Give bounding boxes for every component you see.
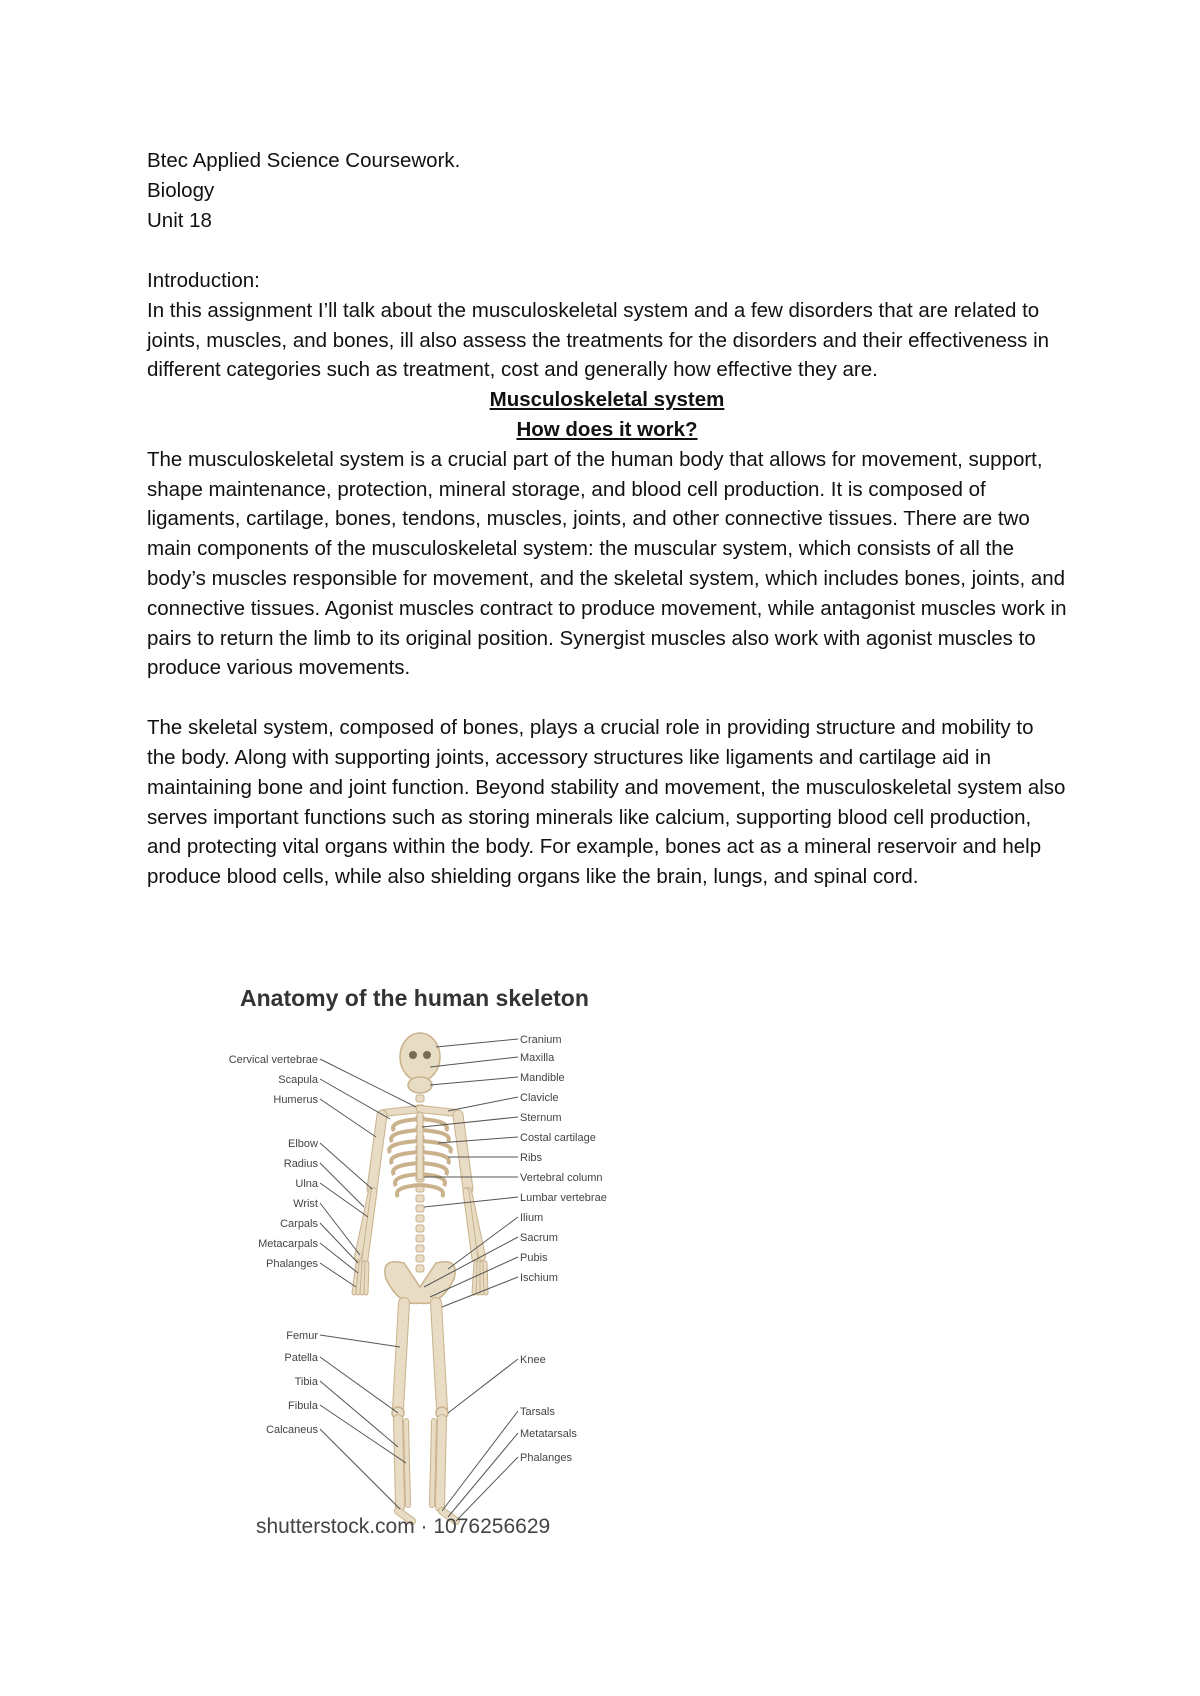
bone-label-left: Cervical vertebrae [228, 1054, 318, 1066]
document-header [147, 146, 1067, 235]
bone-label-right: Sternum [520, 1112, 562, 1124]
bone-label-right: Ilium [520, 1212, 544, 1224]
bone-label-right: Pubis [520, 1252, 548, 1264]
bone-label-left: Fibula [288, 1400, 318, 1412]
bone-label-left: Elbow [288, 1138, 318, 1150]
fibula-left [406, 1421, 408, 1505]
vertebra [416, 1265, 424, 1272]
bone-label-left: Patella [284, 1352, 318, 1364]
bone-label-left: Scapula [278, 1074, 318, 1086]
leader-line [320, 1099, 376, 1137]
bone-label-right: Lumbar vertebrae [520, 1192, 607, 1204]
eye-socket-right [423, 1051, 431, 1059]
bone-label-right: Costal cartilage [520, 1132, 596, 1144]
bone-label-right: Maxilla [520, 1052, 555, 1064]
figure-title: Anatomy of the human skeleton [240, 985, 589, 1011]
vertebra [416, 1195, 424, 1202]
leader-line [320, 1357, 398, 1413]
bone-label-right: Cranium [520, 1034, 562, 1046]
vertebra [416, 1255, 424, 1262]
bone-label-right: Mandible [520, 1072, 565, 1084]
humerus-right [458, 1115, 468, 1189]
femur-right [436, 1303, 442, 1409]
clavicle-right [420, 1109, 456, 1113]
leader-line [320, 1163, 364, 1207]
course-title: Btec Applied Science Coursework. [147, 149, 461, 172]
leader-line [320, 1381, 398, 1447]
skeleton-figure [200, 985, 670, 1545]
tibia-right [440, 1419, 442, 1507]
bone-label-right: Knee [520, 1354, 546, 1366]
leader-line [320, 1335, 400, 1347]
bone-label-right: Sacrum [520, 1232, 558, 1244]
bone-label-left: Humerus [273, 1094, 318, 1106]
leader-line [320, 1143, 372, 1189]
leader-line [430, 1057, 518, 1067]
bone-label-right: Metatarsals [520, 1428, 577, 1440]
vertebra [416, 1205, 424, 1212]
bone-label-left: Femur [286, 1330, 318, 1342]
bone-label-left: Metacarpals [258, 1238, 318, 1250]
vertebra [416, 1245, 424, 1252]
leader-line [320, 1429, 400, 1509]
vertebra [416, 1215, 424, 1222]
bone-label-left: Wrist [293, 1198, 318, 1210]
intro-paragraph: In this assignment I’ll talk about the musculoskeletal system and a few disorders that are related to joints, muscles, and bones, ill also assess the treatments for the disorders and their effectiveness in different categories such as treatment, cost and generally how effective they are. [147, 298, 1050, 382]
skull [400, 1033, 440, 1081]
clavicle-left [384, 1109, 420, 1113]
bone-label-left: Phalanges [266, 1258, 318, 1270]
bone-label-right: Tarsals [520, 1406, 555, 1418]
bone-label-left: Ulna [295, 1178, 318, 1190]
jaw [408, 1077, 432, 1093]
bone-label-right: Clavicle [520, 1092, 559, 1104]
bone-label-left: Tibia [294, 1376, 318, 1388]
finger-left [366, 1263, 367, 1293]
vertebra [416, 1235, 424, 1242]
leader-line [448, 1433, 518, 1517]
bone-label-left: Radius [283, 1158, 318, 1170]
femur-left [398, 1303, 404, 1409]
leader-line [320, 1223, 358, 1263]
section-title: Musculoskeletal system [489, 388, 725, 412]
figure-credit: shutterstock.com · 1076256629 [256, 1515, 551, 1538]
finger-right [478, 1263, 479, 1293]
skeleton-illustration [200, 1017, 670, 1537]
fibula-right [432, 1421, 434, 1505]
vertebra [416, 1225, 424, 1232]
humerus-left [372, 1115, 382, 1189]
vertebra [416, 1095, 424, 1102]
bone-label-right: Ribs [520, 1152, 543, 1164]
bone-label-right: Ischium [520, 1272, 558, 1284]
leader-line [320, 1243, 358, 1273]
bone-label-right: Vertebral column [520, 1172, 603, 1184]
leader-line [456, 1457, 518, 1521]
leader-line [430, 1077, 518, 1085]
leader-line [448, 1359, 518, 1413]
paragraph-2: The skeletal system, composed of bones, plays a crucial role in providing structure and mobility to the body. Along with supporting joints, accessory structures like ligaments and cartilage aid in maintaining bone and joint function. Beyond stability and movement, the musculoskeletal system also serves important functions such as storing minerals like calcium, supporting blood cell production, and protecting vital organs within the body. For example, bones act as a mineral reservoir and help produce blood cells, while also shielding organs like the brain, lungs, and spinal cord. [147, 716, 1066, 889]
intro-heading: Introduction: [147, 269, 260, 292]
bone-label-left: Carpals [280, 1218, 318, 1230]
finger-right [485, 1263, 486, 1293]
tibia-left [398, 1419, 400, 1507]
eye-socket-left [409, 1051, 417, 1059]
section-subtitle: How does it work? [516, 417, 698, 441]
leader-line [448, 1097, 518, 1111]
leader-line [320, 1079, 390, 1119]
leader-line [436, 1039, 518, 1047]
subject-name: Biology [147, 178, 215, 202]
document-body [147, 266, 1067, 892]
skeleton-bones [354, 1033, 486, 1521]
paragraph-1: The musculoskeletal system is a crucial part of the human body that allows for movement, support, shape maintenance, protection, mineral storage, and blood cell production. It is composed of ligaments, cartilage, bones, tendons, muscles, joints, and other connective tissues. There are two main components of the musculoskeletal system: the muscular system, which consists of all the body’s muscles responsible for movement, and the skeletal system, which includes bones, joints, and connective tissues. Agonist muscles contract to produce movement, while antagonist muscles work in pairs to return the limb to its original position. Synergist muscles also work with agonist muscles to produce various movements. [147, 447, 1067, 680]
bone-label-left: Calcaneus [266, 1424, 318, 1436]
bone-label-right: Phalanges [520, 1452, 572, 1464]
unit-number: Unit 18 [147, 208, 212, 232]
